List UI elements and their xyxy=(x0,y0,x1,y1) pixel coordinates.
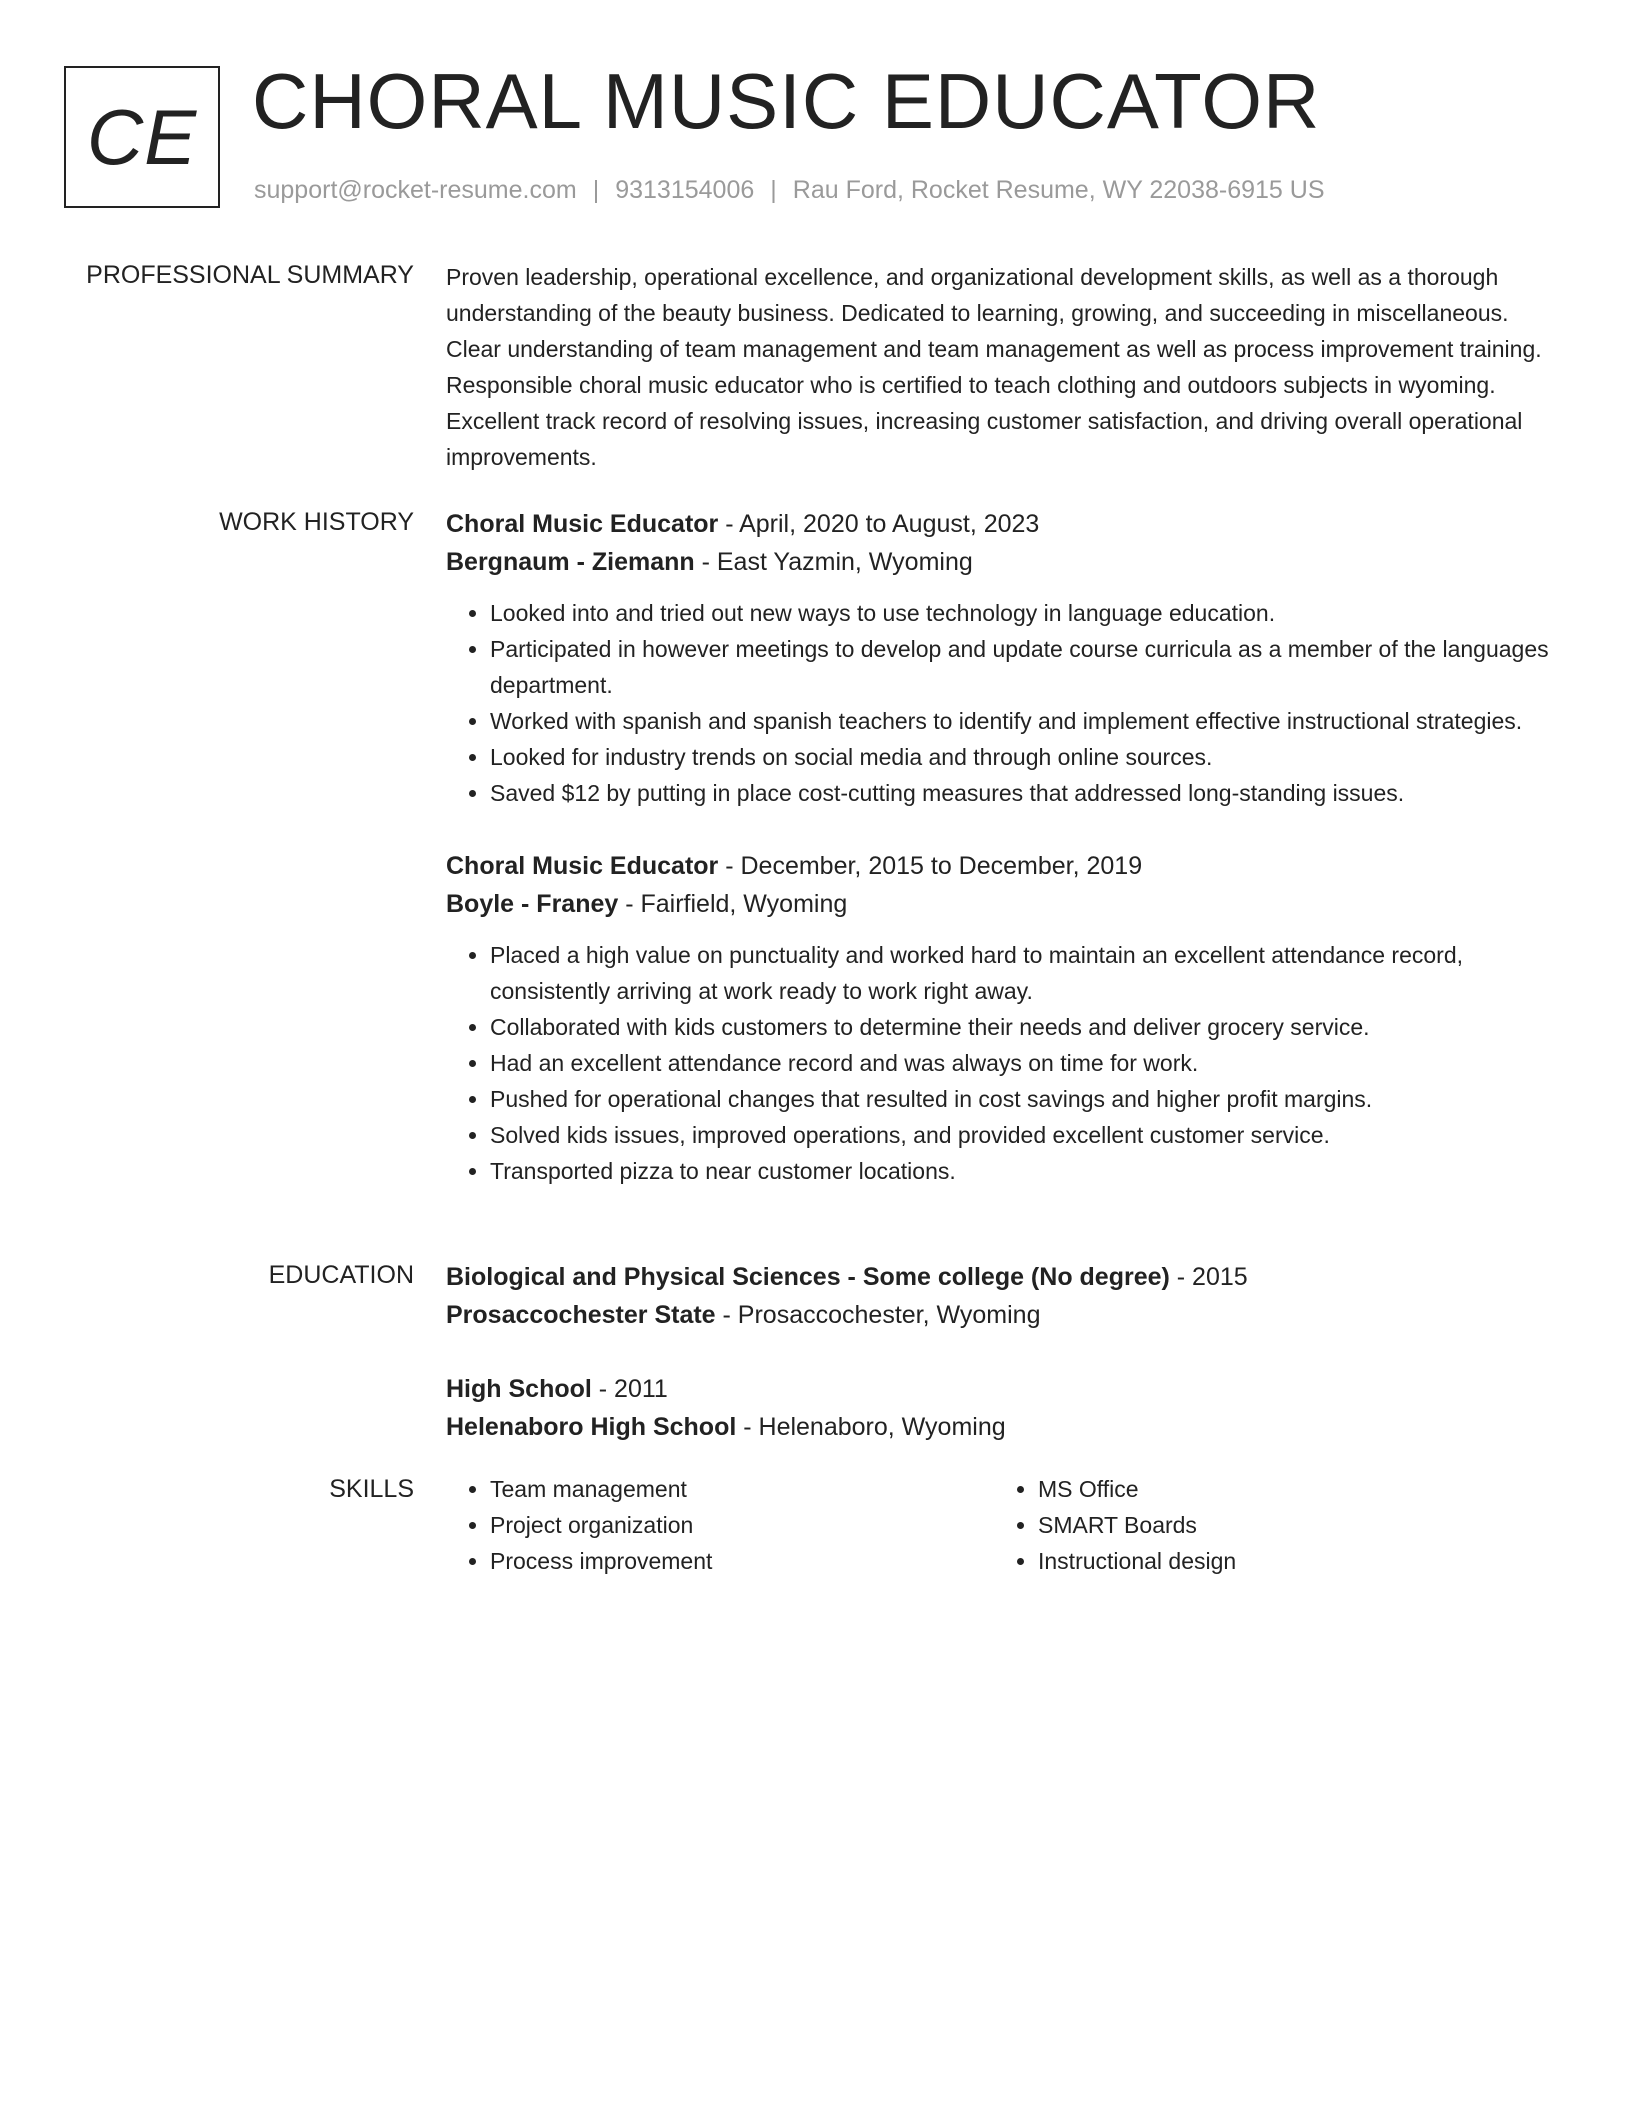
skill-item: • Instructional design xyxy=(1038,1543,1542,1579)
list-item: • Participated in however meetings to develop and update course curricula as a member of the languages department. xyxy=(490,631,1556,703)
education-year: - 2011 xyxy=(591,1375,668,1403)
monogram: CE xyxy=(64,66,220,208)
section-body xyxy=(446,505,1556,1189)
job-title-line xyxy=(446,505,1556,543)
section-body xyxy=(446,1258,1556,1446)
education-degree-line xyxy=(446,1370,1556,1408)
list-item: • Looked into and tried out new ways to use technology in language education. xyxy=(490,595,1556,631)
education-year: - 2015 xyxy=(1169,1263,1248,1291)
contact-email: support@rocket-resume.com xyxy=(254,176,577,204)
skills-list xyxy=(994,1471,1542,1579)
skill-item: • MS Office xyxy=(1038,1471,1542,1507)
list-item: • Transported pizza to near customer locations. xyxy=(490,1153,1556,1189)
list-item: • Pushed for operational changes that resulted in cost savings and higher profit margins. xyxy=(490,1081,1556,1117)
contact-line xyxy=(254,174,1325,206)
skills-column-right xyxy=(994,1471,1542,1579)
skills-column-left xyxy=(446,1471,994,1579)
section-body xyxy=(446,1471,1556,1579)
section-body xyxy=(446,259,1556,475)
job-company: Bergnaum - Ziemann xyxy=(446,548,695,576)
education-location: - Helenaboro, Wyoming xyxy=(736,1413,1006,1441)
education-school: Helenaboro High School xyxy=(446,1413,737,1441)
section-label: SKILLS xyxy=(329,1475,414,1503)
job-company-line xyxy=(446,885,1556,923)
list-item: • Collaborated with kids customers to determine their needs and deliver grocery service. xyxy=(490,1009,1556,1045)
list-item: • Solved kids issues, improved operations, and provided excellent customer service. xyxy=(490,1117,1556,1153)
education-school: Prosaccochester State xyxy=(446,1301,716,1329)
page-title: CHORAL MUSIC EDUCATOR xyxy=(252,57,1321,145)
education-school-line xyxy=(446,1296,1556,1334)
job-title-line xyxy=(446,847,1556,885)
job-company-line xyxy=(446,543,1556,581)
job-entry xyxy=(446,505,1556,811)
summary-text: Proven leadership, operational excellence, and organizational development skills, as well as a thorough understanding of the beauty business. Dedicated to learning, growing, and succeeding in miscellaneous. Clear understanding of team management and team management as well as process improvement training. Responsible choral music educator who is certified to teach clothing and outdoors subjects in wyoming. Excellent track record of resolving issues, increasing customer satisfaction, and driving overall operational improvements. xyxy=(446,264,1542,470)
job-bullets xyxy=(446,937,1556,1189)
education-school-line xyxy=(446,1408,1556,1446)
education-entry xyxy=(446,1370,1556,1446)
job-company: Boyle - Franey xyxy=(446,890,619,918)
job-dates: - December, 2015 to December, 2019 xyxy=(718,852,1143,880)
list-item: • Looked for industry trends on social media and through online sources. xyxy=(490,739,1556,775)
list-item: • Saved $12 by putting in place cost-cutting measures that addressed long-standing issues. xyxy=(490,775,1556,811)
job-location: - Fairfield, Wyoming xyxy=(618,890,848,918)
contact-phone: 9313154006 xyxy=(615,176,755,204)
list-item: • Worked with spanish and spanish teachers to identify and implement effective instructional strategies. xyxy=(490,703,1556,739)
education-degree: Biological and Physical Sciences - Some college (No degree) xyxy=(446,1263,1170,1291)
contact-separator: | xyxy=(592,176,600,204)
job-entry xyxy=(446,847,1556,1189)
list-item: • Had an excellent attendance record and was always on time for work. xyxy=(490,1045,1556,1081)
job-title: Choral Music Educator xyxy=(446,510,719,538)
contact-separator: | xyxy=(770,176,777,204)
job-dates: - April, 2020 to August, 2023 xyxy=(718,510,1040,538)
skill-item: • SMART Boards xyxy=(1038,1507,1542,1543)
skills-list xyxy=(446,1471,994,1579)
section-label: WORK HISTORY xyxy=(219,508,414,536)
education-entry xyxy=(446,1258,1556,1334)
skill-item: • Team management xyxy=(490,1471,994,1507)
job-bullets xyxy=(446,595,1556,811)
education-degree: High School xyxy=(446,1375,592,1403)
contact-address: Rau Ford, Rocket Resume, WY 22038-6915 US xyxy=(792,176,1325,204)
education-location: - Prosaccochester, Wyoming xyxy=(715,1301,1041,1329)
job-title: Choral Music Educator xyxy=(446,852,719,880)
skill-item: • Project organization xyxy=(490,1507,994,1543)
education-degree-line xyxy=(446,1258,1556,1296)
section-label: EDUCATION xyxy=(268,1261,414,1289)
skills-grid xyxy=(446,1471,1556,1579)
list-item: • Placed a high value on punctuality and worked hard to maintain an excellent attendance record, consistently arriving at work ready to work right away. xyxy=(490,937,1556,1009)
skill-item: • Process improvement xyxy=(490,1543,994,1579)
job-location: - East Yazmin, Wyoming xyxy=(694,548,973,576)
section-label: PROFESSIONAL SUMMARY xyxy=(86,261,414,289)
